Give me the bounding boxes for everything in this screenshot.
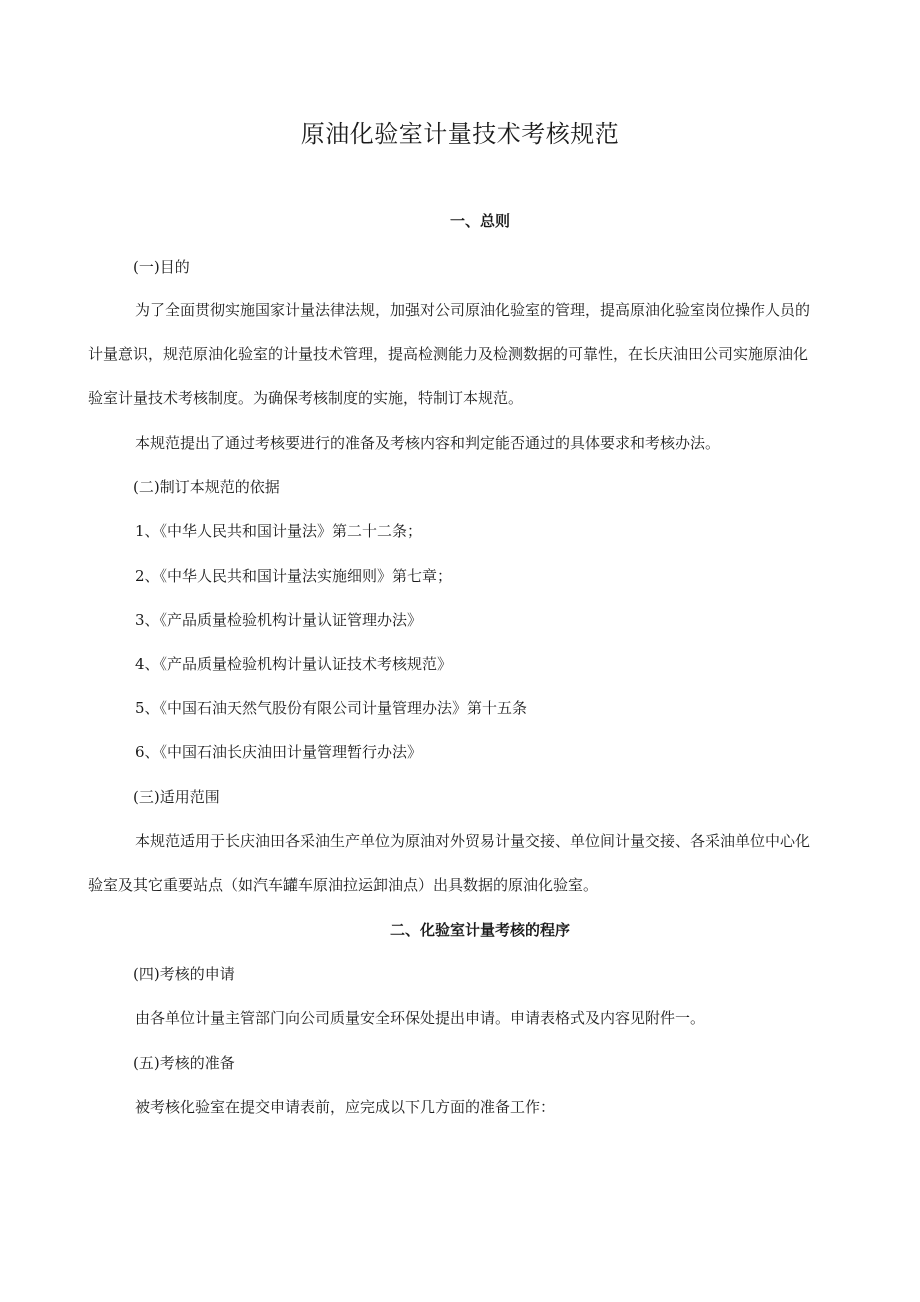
subsection-basis-label: (二)制订本规范的依据 [133, 478, 280, 496]
section-heading-general: 一、总则 [449, 212, 510, 230]
purpose-paragraph-2: 本规范提出了通过考核要进行的准备及考核内容和判定能否通过的具体要求和考核办法。 [135, 434, 721, 452]
basis-item-3: 3、《产品质量检验机构计量认证管理办法》 [135, 611, 423, 629]
purpose-paragraph-line-1: 为了全面贯彻实施国家计量法律法规，加强对公司原油化验室的管理，提高原油化验室岗位操作人员的 [135, 301, 811, 319]
basis-item-5: 5、《中国石油天然气股份有限公司计量管理办法》第十五条 [135, 699, 528, 717]
purpose-paragraph-line-3: 验室计量技术考核制度。为确保考核制度的实施，特制订本规范。 [88, 389, 524, 407]
document-title: 原油化验室计量技术考核规范 [300, 120, 620, 148]
preparation-paragraph: 被考核化验室在提交申请表前，应完成以下几方面的准备工作： [135, 1098, 556, 1116]
basis-item-6: 6、《中国石油长庆油田计量管理暂行办法》 [135, 743, 423, 761]
basis-item-1: 1、《中华人民共和国计量法》第二十二条； [135, 522, 423, 540]
application-paragraph: 由各单位计量主管部门向公司质量安全环保处提出申请。申请表格式及内容见附件一。 [135, 1009, 706, 1027]
subsection-application-label: (四)考核的申请 [133, 965, 235, 983]
subsection-scope-label: (三)适用范围 [133, 788, 220, 806]
section-heading-procedure: 二、化验室计量考核的程序 [389, 921, 570, 939]
basis-item-4: 4、《产品质量检验机构计量认证技术考核规范》 [135, 655, 453, 673]
subsection-preparation-label: (五)考核的准备 [133, 1054, 235, 1072]
subsection-purpose-label: (一)目的 [133, 258, 190, 276]
basis-item-2: 2、《中华人民共和国计量法实施细则》第七章； [135, 567, 453, 585]
purpose-paragraph-line-2: 计量意识，规范原油化验室的计量技术管理，提高检测能力及检测数据的可靠性，在长庆油田公司实施原油化 [88, 345, 809, 363]
scope-paragraph-line-1: 本规范适用于长庆油田各采油生产单位为原油对外贸易计量交接、单位间计量交接、各采油单位中心化 [135, 832, 811, 850]
scope-paragraph-line-2: 验室及其它重要站点（如汽车罐车原油拉运卸油点）出具数据的原油化验室。 [88, 876, 599, 894]
